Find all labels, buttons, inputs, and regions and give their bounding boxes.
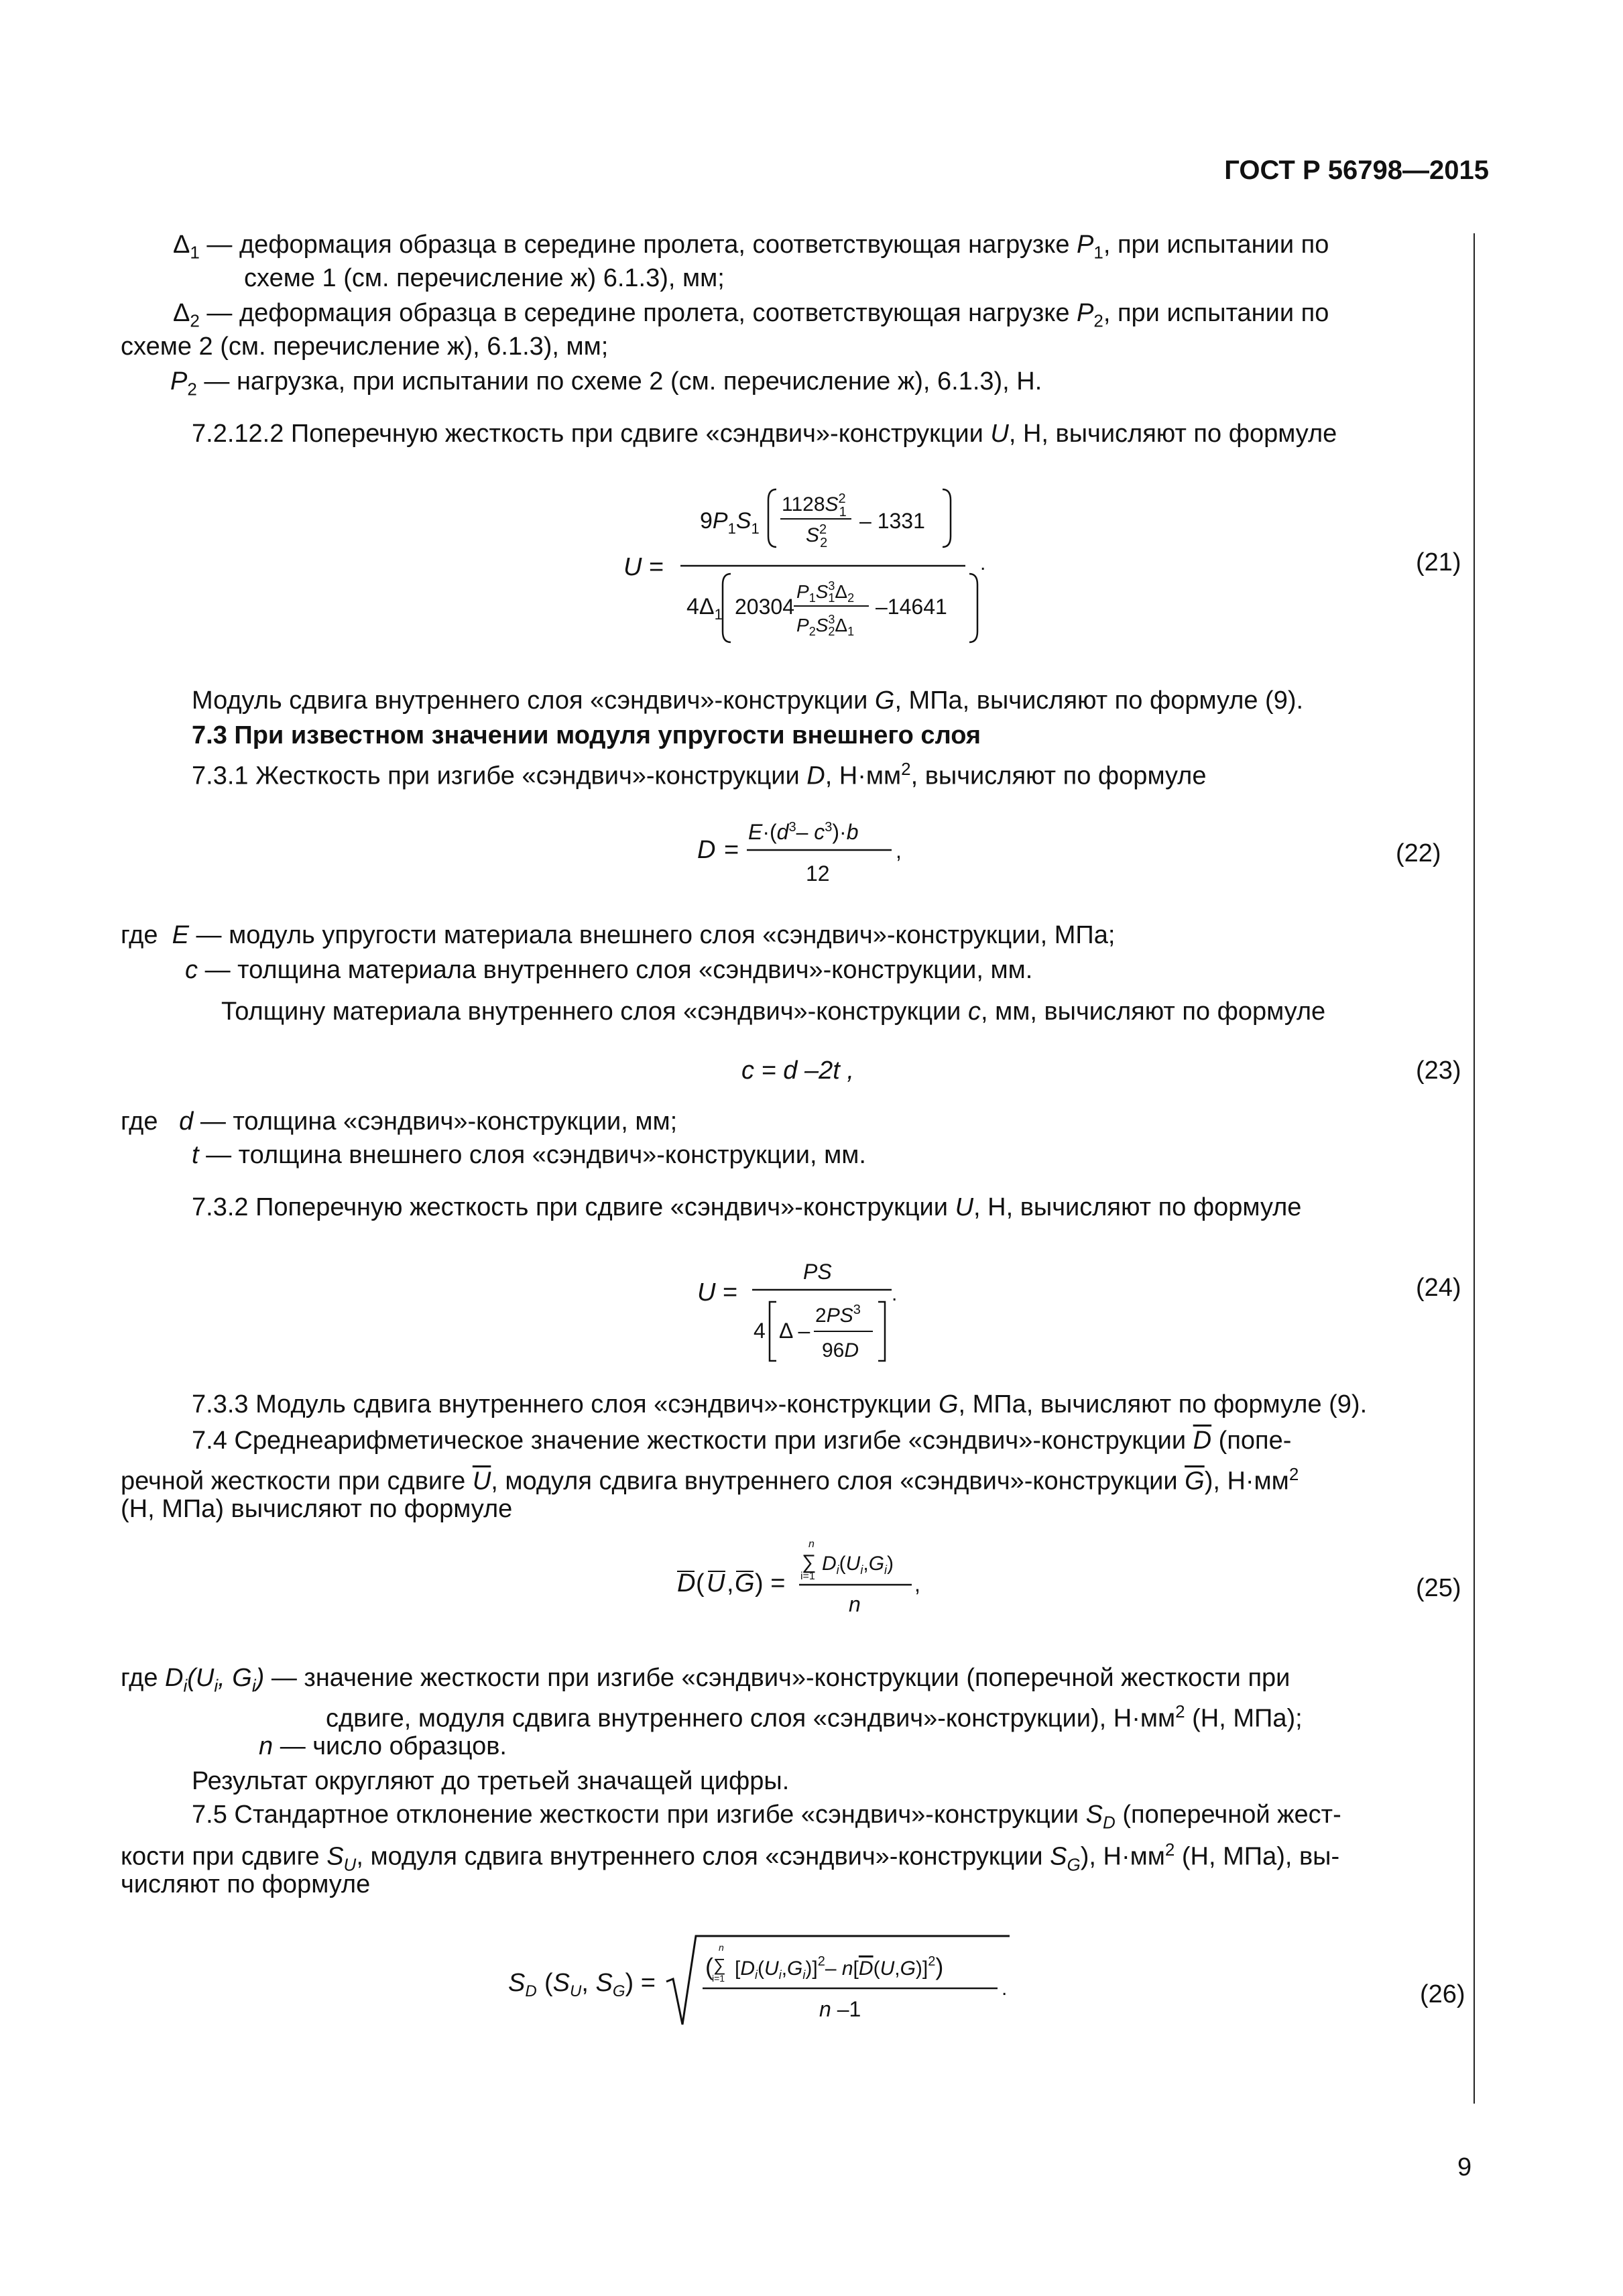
where-n: n — число образцов. (259, 1732, 507, 1760)
equation-number-21: (21) (1416, 548, 1461, 577)
svg-text:D: D (697, 836, 716, 864)
svg-text:[Di(Ui,Gi)]2– n[D(U,G)]2): $[D_i(U_i,G_i)]^2-$ $n[D(U,G)]^2$) (735, 1953, 944, 1982)
svg-text:96D: 96D (822, 1339, 859, 1362)
definition-delta1: $\Delta_1$ — деформация образца в середине пролета, соответствующая нагрузке $P_1$, при испытании по (173, 231, 1329, 263)
svg-text:=: = (724, 836, 739, 864)
paragraph-7-3-3: 7.3.3 Модуль сдвига внутреннего слоя «сэндвич»-конструкции G, МПа, вычисляют по формуле (9). (192, 1390, 1368, 1418)
where-t: t — толщина внешнего слоя «сэндвич»-конструкции, мм. (192, 1141, 866, 1169)
where-e: где E — модуль упругости материала внешнего слоя «сэндвич»-конструкции, МПа; (121, 921, 1116, 949)
where-d: где d — толщина «сэндвич»-конструкции, мм; (121, 1107, 678, 1136)
svg-text:(: ( (705, 1953, 713, 1980)
document-code: ГОСТ Р 56798—2015 (1224, 156, 1489, 185)
svg-text:n: n (808, 1538, 815, 1550)
svg-text:.: . (980, 552, 986, 575)
svg-text:S22: $S^2$ 2 (806, 522, 828, 550)
equation-number-22: (22) (1396, 839, 1441, 867)
svg-text:n –1: n –1 (819, 1997, 861, 2021)
svg-text:i=1: i=1 (712, 1973, 725, 1984)
page-number: 9 (1457, 2153, 1472, 2181)
formula-24 (690, 1247, 905, 1368)
paragraph-7-3-1: 7.3.1 Жесткость при изгибе «сэндвич»-конструкции D, $Н\cdot мм^2$, вычисляют по формуле (192, 759, 1207, 790)
svg-text:n: n (719, 1942, 724, 1953)
paragraph-thickness: Толщину материала внутреннего слоя «сэндвич»-конструкции c, мм, вычисляют по формуле (221, 998, 1326, 1026)
svg-text:.: . (1002, 1978, 1008, 2000)
svg-text:) =: ) = (755, 1569, 786, 1597)
svg-text:Δ –: Δ – (779, 1319, 810, 1343)
svg-text:D: D (677, 1569, 696, 1597)
svg-text:∑: ∑ (713, 1955, 726, 1975)
svg-text:PS: PS (803, 1260, 832, 1284)
svg-text:i=1: i=1 (800, 1571, 815, 1582)
svg-text:P2S32Δ1: $P_2S^3$ $2\Delta_1$ (796, 613, 855, 638)
paragraph-rounding: Результат округляют до третьей значащей цифры. (192, 1767, 790, 1795)
definition-delta1-cont: схеме 1 (см. перечисление ж) 6.1.3), мм; (244, 264, 725, 292)
svg-text:,: , (896, 839, 902, 863)
svg-text:20304: 20304 (735, 595, 794, 619)
svg-text:G: G (735, 1569, 755, 1597)
svg-text:U: U (707, 1569, 725, 1597)
svg-text:12: 12 (806, 861, 830, 886)
svg-text:U: U (697, 1278, 716, 1307)
paragraph-7-3-2: 7.3.2 Поперечную жесткость при сдвиге «сэндвич»-конструкции U, Н, вычисляют по формуле (192, 1193, 1302, 1221)
svg-text:1128S21: $1128S^2$ 1 (782, 491, 847, 520)
svg-text:∑: ∑ (802, 1551, 817, 1573)
svg-text:n: n (849, 1592, 861, 1616)
svg-text:P1S31Δ2: $P_1S^3$ $1\Delta_2$ (796, 579, 855, 605)
svg-text:SD: $S_D$ (508, 1969, 537, 2000)
where-di: где $D_i(U_i$, $G_i$) — значение жесткости при изгибе «сэндвич»-конструкции (поперечной жесткости при (121, 1664, 1290, 1696)
paragraph-7-4-line1: 7.4 Среднеарифметическое значение жесткости при изгибе «сэндвич»-конструкции $\overline{D}$ (попе- (192, 1427, 1292, 1455)
svg-text:4Δ1: $4\Delta_1$ (686, 594, 723, 623)
formula-26 (501, 1931, 1038, 2031)
svg-text:(SU, SG) =: ($S_U$, $S_G$) = (544, 1969, 656, 2000)
paragraph-7-2-12-2: 7.2.12.2 Поперечную жесткость при сдвиге «сэндвич»-конструкции U, Н, вычисляют по формуле (192, 420, 1337, 448)
paragraph-modulus-g: Модуль сдвига внутреннего слоя «сэндвич»-конструкции G, МПа, вычисляют по формуле (9). (192, 686, 1304, 715)
margin-rule (1474, 233, 1475, 2104)
svg-text:,: , (727, 1569, 734, 1597)
formula-23: c = d –2t , (741, 1056, 854, 1085)
formula-22 (690, 811, 905, 892)
definition-delta2-cont: схеме 2 (см. перечисление ж), 6.1.3), мм; (121, 333, 609, 361)
svg-text:.: . (892, 1283, 898, 1305)
where-di-cont: сдвиге, модуля сдвига внутреннего слоя «сэндвич»-конструкции), $Н\cdot мм^2$ (Н, МПа); (326, 1701, 1303, 1733)
svg-text:,: , (914, 1572, 920, 1596)
definition-delta2: $\Delta_2$ — деформация образца в середине пролета, соответствующая нагрузке $P_2$, при испытании по (173, 299, 1329, 331)
section-heading-7-3: 7.3 При известном значении модуля упругости внешнего слоя (192, 721, 981, 749)
paragraph-7-4-line3: (Н, МПа) вычисляют по формуле (121, 1495, 513, 1523)
svg-text:(: ( (696, 1569, 705, 1597)
svg-text:=: = (649, 553, 664, 581)
paragraph-7-5-line2: кости при сдвиге $S_U$, модуля сдвига внутреннего слоя «сэндвич»-конструкции $S_G$), $Н\cdot мм^2$ (Н, МПа), вы- (121, 1839, 1340, 1875)
formula-21 (617, 480, 992, 652)
svg-text:2PS3: $2PS^3$ (815, 1303, 861, 1327)
svg-text:E·(d3– c3)·b: $E\cdot(d^3-$ $c^3)\cdot b$ (748, 820, 859, 844)
svg-text:– 1331: – 1331 (859, 509, 925, 533)
paragraph-7-5-line1: 7.5 Стандартное отклонение жесткости при изгибе «сэндвич»-конструкции $S_D$ (поперечной жест- (192, 1801, 1341, 1833)
equation-number-24: (24) (1416, 1274, 1461, 1302)
definition-p2: $P_2$ — нагрузка, при испытании по схеме 2 (см. перечисление ж), 6.1.3), Н. (170, 367, 1042, 400)
equation-number-26: (26) (1420, 1980, 1465, 2008)
paragraph-7-5-line3: числяют по формуле (121, 1870, 371, 1898)
svg-text:–14641: –14641 (876, 595, 947, 619)
paragraph-7-4-line2: речной жесткости при сдвиге $\overline{U}$, модуля сдвига внутреннего слоя «сэндвич»-конструкции $\overline{G}$), $Н\cdot мм^2$ (121, 1464, 1299, 1496)
where-c: c — толщина материала внутреннего слоя «сэндвич»-конструкции, мм. (185, 956, 1033, 984)
formula-25 (670, 1538, 939, 1625)
svg-text:=: = (723, 1278, 738, 1307)
equation-number-23: (23) (1416, 1056, 1461, 1085)
svg-text:Di(Ui,Gi): $D_i(U_i,G_i)$ (822, 1553, 894, 1577)
svg-text:4: 4 (754, 1319, 766, 1343)
svg-text:U: U (623, 553, 642, 581)
equation-number-25: (25) (1416, 1574, 1461, 1602)
svg-text:9P1S1: $9P_1S_1$ (700, 508, 760, 537)
